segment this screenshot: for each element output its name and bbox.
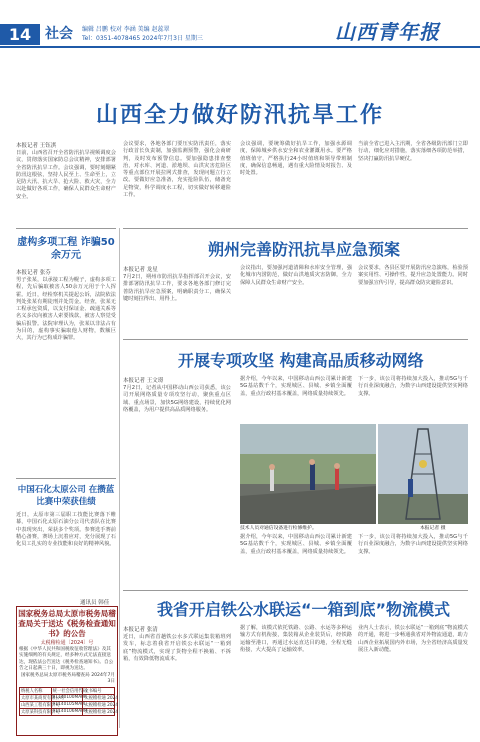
article3-col3: 下一步，该公司将持续加大投入，推动5G与千行百业深度融合，为数字山西建设提供坚实网络支撑。 [358,376,468,397]
article4-byline: 本报记者 张清 [123,627,158,633]
photo-caption-right: 本报记者 摄 [420,526,446,531]
divider [123,339,468,340]
side-story2-byline: 通讯员 韩佳 [80,600,110,606]
table-header-cell: 统一社会信用代码 [52,688,88,694]
divider [123,590,468,591]
side-story2-title: 中国石化太原公司 在攒蓝比赛中荣获佳绩 [17,485,115,507]
main-article-col3: 会议强调，要统筹做好抗旱工作，加强水源调度，保障城乡供水安全和农业灌溉用水。要严格值班值守，严格执行24小时值班和领导带班制度，确保信息畅通，遇有重大险情及时报告、及时处置。 [240,141,352,177]
article3-col2-cont: 据介绍，今年以来，中国移动山西公司累计新建5G基站数千个，实现城区、县城、乡镇全面覆盖，重点行政村基本覆盖，网络质量持续领先。 [240,534,352,555]
tax-notice-text: 根据《中华人民共和国税收征收管理法》及其实施细则的有关规定，经多种方式无法直接送达，现依法公告送达《税务检查通知书》。自公告之日起满三十日，即视为送达。 [19,647,114,671]
side-story1-byline: 本报记者 张芬 [16,270,51,276]
main-article-col4: 当前全省已进入主汛期，全省各级防汛部门立即行动，细化应对措施，落实落细各项防范举措，坚决打赢防汛抗旱硬仗。 [358,141,468,162]
main-article-col2: 会议要求，各地各部门要压实防汛责任，落实行政首长负责制，加强监测预警，强化会商研判，及时发布预警信息。要加强隐患排查整治，对水库、河道、淤地坝、山洪灾害危险区等重点部位开展拉网式排查，发现问题立行立改。要做好应急准备，充实抢险队伍，储备充足物资，科学调度水工程，切实做好转移避险工作。 [123,141,231,199]
side-story1-text: 男子张某，以承接工程为幌子，虚构多项工程，先后骗取被害人50余万元用于个人挥霍。近日，经检察机关提起公诉，法院依法判处张某有期徒刑并处罚金。经查，张某无工程承包资质，以支付保证金、疏通关系等名义多次向被害人索要钱款，被害人察觉受骗后报警。法院审理认为，张某以非法占有为目的，虚构事实骗取他人财物，数额巨大，其行为已构成诈骗罪。 [16,277,116,342]
main-article-title: 山西全力做好防汛抗旱工作 [95,103,384,128]
table-cell: 太税稽检通 2024 [84,709,119,715]
table-cell: 太原某科技有限公司 [21,709,60,715]
tax-notice-subtitle: 太税稽检通〔2024〕号 [40,640,94,646]
article2-col2: 会议指出，要加强河道清障和水库安全管理，强化城市内涝防范，做好山洪地质灾害防御，全力保障人民群众生命财产安全。 [240,265,352,286]
tax-notice-table [19,687,119,716]
article4-col3: 业内人士表示，铁公水联运“一箱到底”物流模式的开通，将进一步畅通我省对外物流通道，助力山西企业拓展国内外市场，为全省经济高质量发展注入新动能。 [358,625,468,653]
main-article-byline: 本报记者 王钰淇 [16,143,57,149]
table-header-cell: 文书编号 [83,687,115,694]
main-article-col1: 日前，山西省召开全省防汛抗旱视频调度会议，贯彻落实国家防总会议精神，安排部署全省防汛抗旱工作。会议强调，要时刻绷紧防汛这根弦，坚持人民至上、生命至上，立足防大汛、抗大旱、抢大险、救大灾，全力以赴做好各项工作，确保人民群众生命财产安全。 [16,150,116,200]
table-row [20,701,115,708]
tax-notice-signature: 国家税务总局太原市税务局稽查局 2024年7月3日 [20,673,115,685]
table-cell: 山西某工程有限公司 [21,702,60,708]
page-number: 14 [0,24,40,45]
flood-inspection-photo [240,424,376,524]
side-story1-title: 虚构多项工程 诈骗50余万元 [17,237,115,261]
article4-title: 我省开启铁公水联运“一箱到底”物流模式 [157,600,451,619]
photo-caption-left: 技术人员对通信设备进行检修维护。 [240,526,317,531]
article2-col1: 7月2日，朔州市防汛抗旱指挥部召开会议，安排部署防汛抗旱工作，要求各地各部门修订完善防汛抗旱应急预案，明确职责分工，确保关键时刻拉得出、用得上。 [123,274,231,302]
side-story2-text: 近日，太原市第三届职工技能比赛落下帷幕，中国石化太原石油分公司代表队在比赛中表现突出，荣获多个奖项。参赛选手赛前精心备赛，赛场上沉着应对，充分展现了石化员工扎实的专业技能和良好的精神风貌。 [16,512,116,548]
table-cell: 太税稽检通 2024 [84,702,119,708]
article2-col3: 会议要求，各县区要开展防汛应急演练，检验预案实用性、可操作性，提升应急处置能力。同时要加强宣传引导，提高群众防灾避险意识。 [358,265,468,286]
divider [16,478,116,479]
table-cell: 太税稽检通 2024 [84,695,119,701]
communication-tower-photo [378,424,468,524]
table-row [20,708,115,715]
editor-line: 编辑 吕鹏 校对 李涵 美编 赵蕊翠 [82,26,170,33]
table-row [20,694,115,701]
column-divider [119,228,120,728]
contact-line: Tel：0351-4078465 2024年7月3日 星期三 [82,35,203,42]
tax-notice-title: 国家税务总局太原市税务局稽查局关于送达《税务检查通知书》的公告 [18,609,116,638]
header-rule [0,46,480,48]
article3-col1: 7月2日，记者从中国移动山西公司获悉，该公司开展网络质量专项攻坚行动，聚焦重点区域、重点场景，加快5G网络建设，持续优化网络覆盖，为用户提供高品质网络服务。 [123,385,231,413]
divider [123,228,468,229]
table-header-cell: 纳税人名称 [20,687,52,694]
masthead-logo: 山西青年报 [335,20,440,44]
article3-col2: 据介绍，今年以来，中国移动山西公司累计新建5G基站数千个，实现城区、县城、乡镇全面覆盖，重点行政村基本覆盖，网络质量持续领先。 [240,376,352,397]
article3-col3-cont: 下一步，该公司将持续加大投入，推动5G与千行百业深度融合，为数字山西建设提供坚实网络支撑。 [358,534,468,555]
article4-col1: 近日，山西省首趟铁公水多式联运集装箱班列发车，标志着我省开启铁公水联运“一箱到底”物流模式，实现了货物全程不换箱、不拆箱，有效降低物流成本。 [123,634,231,662]
table-cell: 91140100MA0K [52,695,87,701]
article2-title: 朔州完善防汛抗旱应急预案 [208,240,401,259]
table-cell: 91140105MA0L [52,702,87,708]
divider [16,228,116,229]
article3-byline: 本报记者 王文璟 [123,378,164,384]
article3-title: 开展专项攻坚 构建高品质移动网络 [178,351,424,370]
section-label: 社会 [45,26,73,42]
table-cell: 91140106MA0M [52,709,88,715]
article2-byline: 本报记者 龙星 [123,267,158,273]
tax-notice [16,606,118,736]
table-cell: 太原市某商贸有限公司 [21,695,64,701]
article4-col2: 据了解，该模式依托铁路、公路、水运等多种运输方式有机衔接，集装箱从企业装货后，经铁路运输至港口，再通过水运直达目的地，全程无缝衔接，大大提高了运输效率。 [240,625,352,653]
